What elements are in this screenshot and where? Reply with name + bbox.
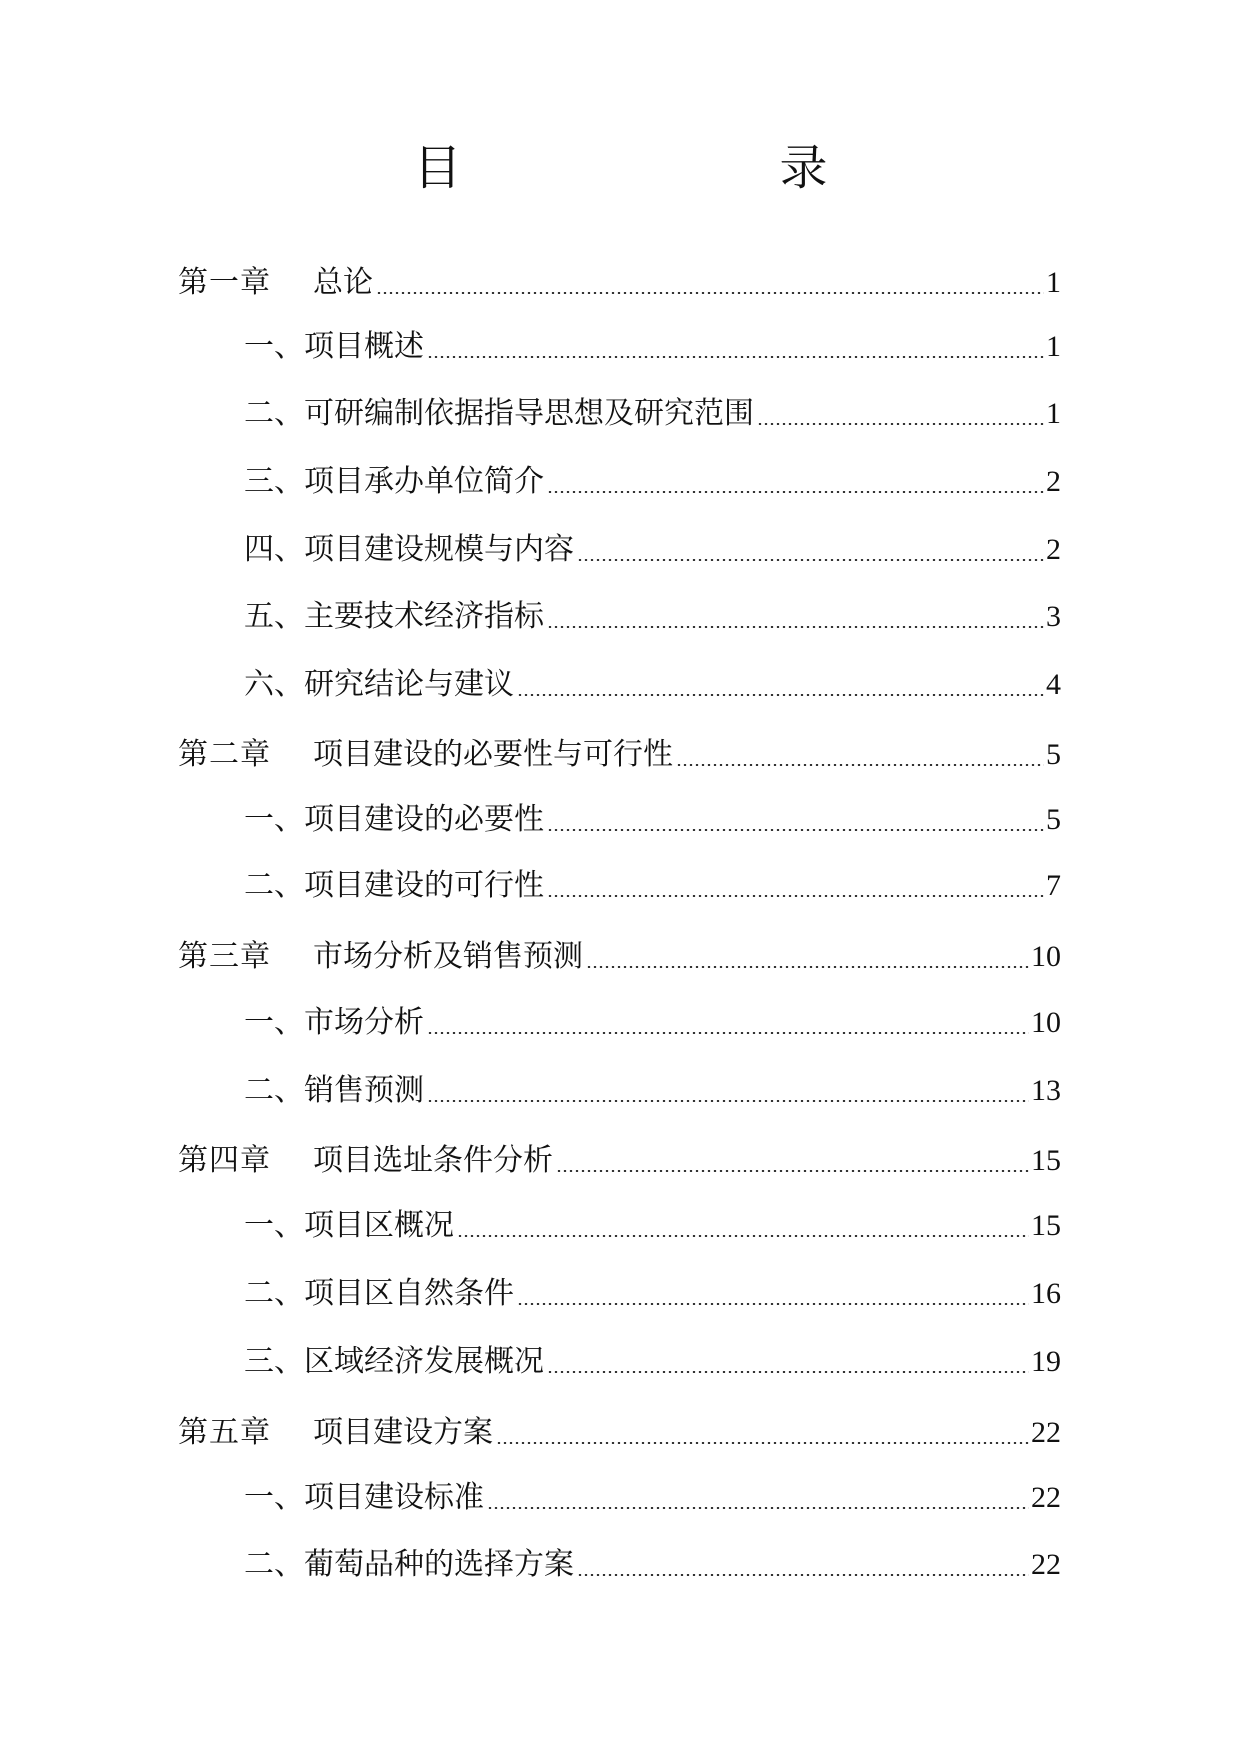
toc-entry-prefix: 三、: [244, 1344, 304, 1379]
toc-entry-page-number: 7: [1046, 869, 1061, 902]
toc-entry-page-number: 22: [1031, 1416, 1061, 1449]
toc-entry-section[interactable]: [244, 530, 1061, 570]
dot-leader: [547, 491, 1044, 493]
toc-entry-prefix: 第二章: [178, 737, 271, 772]
toc-entry-page-number: 22: [1031, 1481, 1061, 1514]
toc-entry-page-number: 13: [1031, 1074, 1061, 1107]
toc-entry-page-number: 22: [1031, 1548, 1061, 1581]
toc-entry-section[interactable]: [244, 665, 1061, 705]
toc-entry-label: 市场分析: [304, 1005, 424, 1040]
toc-entry-section[interactable]: [244, 1071, 1061, 1111]
dot-leader: [556, 1170, 1029, 1172]
toc-entry-section[interactable]: [244, 1545, 1061, 1585]
toc-entry-label: 项目概述: [304, 329, 424, 364]
toc-entry-label: 项目承办单位简介: [304, 464, 544, 499]
toc-entry-label: 区域经济发展概况: [304, 1344, 544, 1379]
dot-leader: [547, 829, 1044, 831]
dot-leader: [547, 626, 1044, 628]
toc-entry-prefix: 六、: [244, 667, 304, 702]
dot-leader: [376, 292, 1044, 294]
toc-entry-section[interactable]: [244, 800, 1061, 840]
toc-entry-page-number: 15: [1031, 1144, 1061, 1177]
dot-leader: [427, 1032, 1029, 1034]
toc-entry-label: 项目建设的必要性: [304, 802, 544, 837]
dot-leader: [577, 559, 1044, 561]
toc-entry-prefix: 第三章: [178, 939, 271, 974]
toc-entry-label: 葡萄品种的选择方案: [304, 1547, 574, 1582]
toc-entry-prefix: 一、: [244, 1208, 304, 1243]
toc-entry-prefix: 一、: [244, 802, 304, 837]
toc-entry-prefix: 一、: [244, 1005, 304, 1040]
toc-entry-page-number: 16: [1031, 1277, 1061, 1310]
toc-entry-section[interactable]: [244, 1478, 1061, 1518]
dot-leader: [676, 764, 1044, 766]
dot-leader: [586, 966, 1029, 968]
toc-entry-label: 研究结论与建议: [304, 667, 514, 702]
toc-entry-prefix: 二、: [244, 1073, 304, 1108]
toc-entry-prefix: 二、: [244, 1276, 304, 1311]
toc-entry-page-number: 4: [1046, 668, 1061, 701]
dot-leader: [427, 356, 1044, 358]
toc-entry-section[interactable]: [244, 462, 1061, 502]
toc-entry-prefix: 二、: [244, 396, 304, 431]
toc-entry-label: 总论: [313, 265, 373, 300]
dot-leader: [577, 1574, 1029, 1576]
toc-entry-section[interactable]: [244, 1206, 1061, 1246]
toc-entry-chapter[interactable]: [178, 937, 1061, 977]
toc-entry-page-number: 1: [1046, 266, 1061, 299]
toc-entry-label: 项目建设方案: [313, 1415, 493, 1450]
toc-entry-page-number: 15: [1031, 1209, 1061, 1242]
toc-entry-label: 项目建设的必要性与可行性: [313, 737, 673, 772]
dot-leader: [496, 1442, 1029, 1444]
toc-entry-page-number: 5: [1046, 738, 1061, 771]
toc-entry-page-number: 10: [1031, 940, 1061, 973]
toc-entry-prefix: 第四章: [178, 1143, 271, 1178]
toc-entry-section[interactable]: [244, 597, 1061, 637]
toc-entry-label: 项目区自然条件: [304, 1276, 514, 1311]
toc-entry-section[interactable]: [244, 1274, 1061, 1314]
toc-entry-page-number: 10: [1031, 1006, 1061, 1039]
toc-entry-prefix: 第一章: [178, 265, 271, 300]
toc-entry-label: 销售预测: [304, 1073, 424, 1108]
toc-entry-prefix: 第五章: [178, 1415, 271, 1450]
toc-entry-page-number: 3: [1046, 600, 1061, 633]
toc-entry-prefix: 三、: [244, 464, 304, 499]
toc-entry-page-number: 1: [1046, 330, 1061, 363]
toc-entry-prefix: 二、: [244, 1547, 304, 1582]
dot-leader: [517, 694, 1044, 696]
toc-entry-label: 项目选址条件分析: [313, 1143, 553, 1178]
toc-entry-chapter[interactable]: [178, 1413, 1061, 1453]
toc-entry-label: 项目区概况: [304, 1208, 454, 1243]
toc-entry-page-number: 2: [1046, 465, 1061, 498]
dot-leader: [547, 1371, 1029, 1373]
toc-entry-label: 项目建设规模与内容: [304, 532, 574, 567]
toc-entry-section[interactable]: [244, 394, 1061, 434]
toc-entry-section[interactable]: [244, 1003, 1061, 1043]
toc-entry-label: 主要技术经济指标: [304, 599, 544, 634]
toc-entry-page-number: 2: [1046, 533, 1061, 566]
dot-leader: [427, 1100, 1029, 1102]
dot-leader: [517, 1303, 1029, 1305]
toc-entry-chapter[interactable]: [178, 1141, 1061, 1181]
dot-leader: [457, 1235, 1029, 1237]
toc-entry-page-number: 19: [1031, 1345, 1061, 1378]
page-title: 目 录: [413, 140, 902, 196]
toc-entry-label: 可研编制依据指导思想及研究范围: [304, 396, 754, 431]
toc-entry-prefix: 四、: [244, 532, 304, 567]
toc-entry-prefix: 二、: [244, 868, 304, 903]
toc-entry-prefix: 一、: [244, 329, 304, 364]
dot-leader: [547, 895, 1044, 897]
toc-entry-label: 项目建设的可行性: [304, 868, 544, 903]
dot-leader: [487, 1507, 1029, 1509]
toc-entry-chapter[interactable]: [178, 735, 1061, 775]
toc-entry-prefix: 一、: [244, 1480, 304, 1515]
toc-entry-prefix: 五、: [244, 599, 304, 634]
toc-entry-label: 项目建设标准: [304, 1480, 484, 1515]
toc-entry-section[interactable]: [244, 327, 1061, 367]
toc-entry-label: 市场分析及销售预测: [313, 939, 583, 974]
toc-entry-section[interactable]: [244, 866, 1061, 906]
toc-entry-section[interactable]: [244, 1342, 1061, 1382]
toc-entry-chapter[interactable]: [178, 263, 1061, 303]
toc-entry-page-number: 1: [1046, 397, 1061, 430]
dot-leader: [757, 423, 1044, 425]
toc-entry-page-number: 5: [1046, 803, 1061, 836]
